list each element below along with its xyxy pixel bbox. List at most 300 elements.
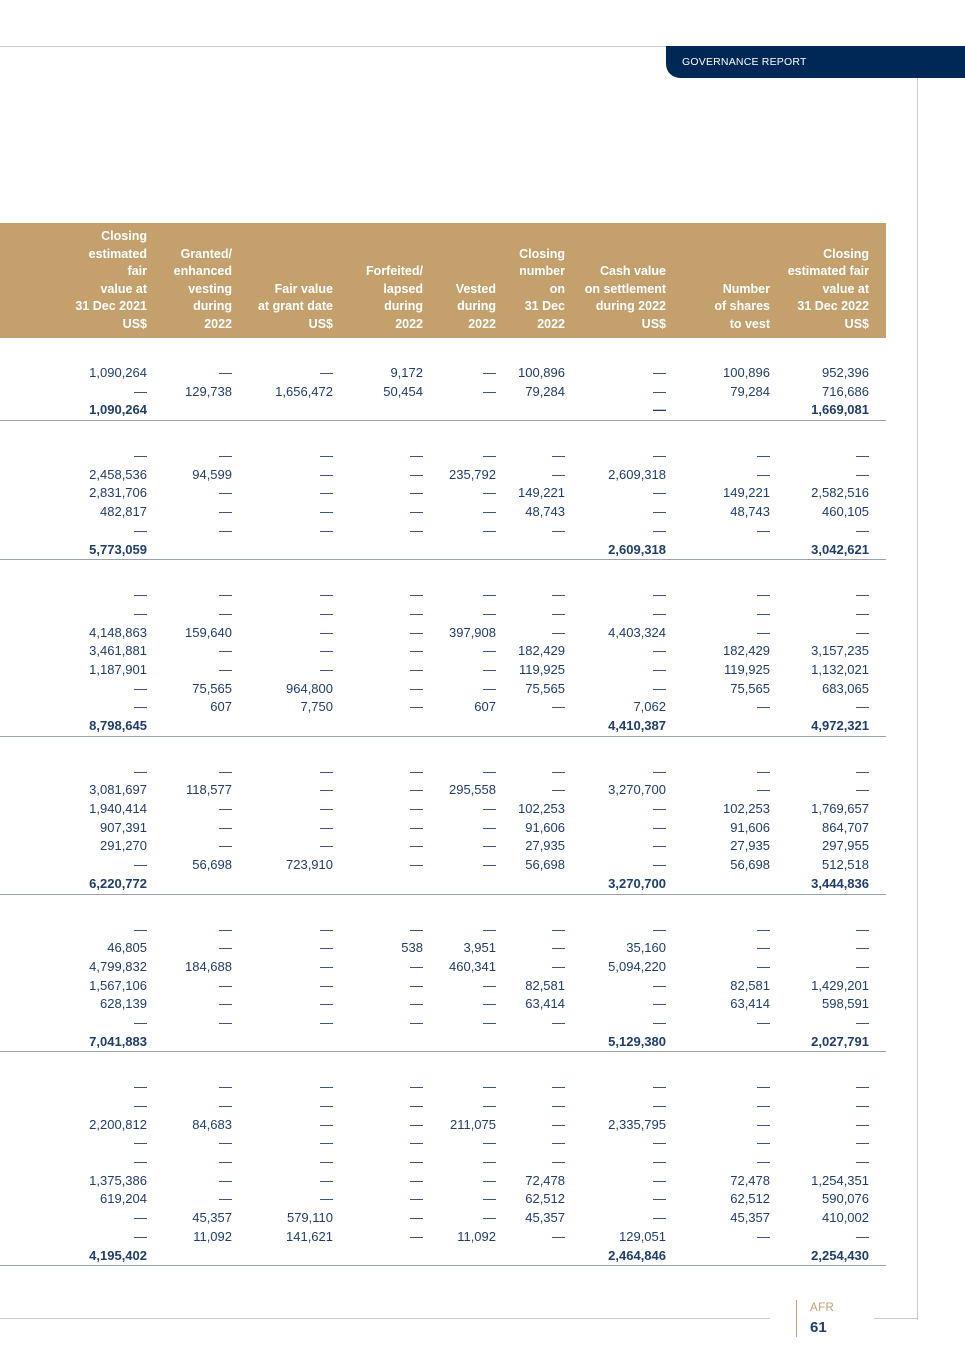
table-total-cell: 1,090,264 [89,402,147,418]
table-cell: 91,606 [525,819,565,835]
table-cell: — [410,763,423,779]
table-cell: 619,204 [100,1191,147,1207]
column-header-line: value at [822,281,869,296]
table-row [0,698,886,717]
table-cell: 56,698 [730,857,770,873]
table-total-cell [432,401,505,420]
table-cell: — [134,587,147,603]
table-total-cell: 3,270,700 [608,875,666,891]
table-cell: — [320,624,333,640]
table-cell: 607 [210,699,232,715]
table-cell: — [219,996,232,1012]
table-cell: — [483,1210,496,1226]
table-cell: — [483,1079,496,1095]
table-cell: — [320,661,333,677]
table-cell: — [552,782,565,798]
column-header-line: Cash value [599,264,666,278]
table-cell: 723,910 [286,857,333,873]
table-cell: 2,831,706 [89,485,147,501]
table-cell: 75,565 [730,680,770,696]
table-cell: — [410,624,423,640]
right-margin-rule [917,78,918,1320]
table-cell: — [552,1014,565,1030]
column-header-line: 31 Dec 2021 [75,299,147,313]
table-total-cell [241,875,342,894]
table-row [0,605,886,624]
table-cell: 2,335,795 [608,1116,666,1132]
column-header-line: Closing [101,229,147,243]
table-cell: 102,253 [518,801,565,817]
table-cell: — [410,485,423,501]
table-total-cell [156,875,241,894]
table-cell: — [552,466,565,482]
table-row [0,1190,886,1209]
table-cell: — [552,1135,565,1151]
table-cell: — [134,1135,147,1151]
table-cell: 159,640 [185,624,232,640]
table-cell: — [219,1191,232,1207]
column-header-line: US$ [122,316,147,331]
table-cell: — [552,699,565,715]
table-cell: — [483,838,496,854]
table-cell: 1,940,414 [89,801,147,817]
table-cell: — [483,605,496,621]
table-cell: — [134,1210,147,1226]
table-cell: — [219,1135,232,1151]
table-cell: — [757,1098,770,1113]
table-cell: 5,094,220 [608,958,666,974]
page-number: 61 [810,1319,827,1336]
table-total-cell: 4,195,402 [89,1247,147,1263]
table-cell: — [653,643,666,659]
column-header-line: 2022 [395,316,423,331]
table-cell: — [552,522,565,538]
table-cell: 607 [474,699,496,715]
table-cell: — [856,699,869,715]
table-row [0,763,886,782]
column-header-line: fair [127,264,147,278]
table-cell: — [856,940,869,956]
table-cell: — [219,485,232,501]
table-cell: — [219,1172,232,1188]
table-cell: 3,461,881 [89,643,147,659]
column-header-line: Vested [455,281,496,296]
table-cell: 1,656,472 [275,383,333,399]
table-total-cell: 4,972,321 [811,718,869,733]
table-total-cell: — [653,402,666,418]
table-total-cell [342,875,432,894]
table-cell: — [410,782,423,798]
table-cell: 9,172 [390,365,423,380]
table-cell: — [219,448,232,464]
table-cell: 598,591 [822,996,869,1012]
table-cell: 4,403,324 [608,624,666,640]
table-cell: 45,357 [730,1210,770,1226]
footer-report-label: AFR [810,1302,835,1314]
table-cell: — [410,1172,423,1188]
table-cell: 79,284 [730,383,770,399]
table-cell: 964,800 [286,680,333,696]
table-cell: 84,683 [192,1116,232,1132]
table-cell: 45,357 [525,1210,565,1226]
table-cell: — [552,624,565,640]
table-cell: 716,686 [822,383,869,399]
table-row [0,781,886,800]
table-row [0,819,886,838]
table-total-cell: 6,220,772 [89,875,147,891]
table-cell: 149,221 [723,485,770,501]
table-cell: — [410,1135,423,1151]
table-cell: — [653,977,666,993]
table-row [0,939,886,958]
table-cell: — [320,958,333,974]
table-cell: — [410,587,423,603]
table-total-cell [505,1033,574,1052]
table-total-cell [675,1033,779,1052]
table-cell: — [320,1172,333,1188]
table-cell: — [410,977,423,993]
table-cell: — [653,921,666,937]
table-total-cell [505,401,574,420]
table-cell: — [410,605,423,621]
table-total-cell [432,717,505,736]
table-cell: 2,200,812 [89,1116,147,1132]
column-header-line: during [193,299,232,313]
column-header-line: during 2022 [595,299,666,313]
table-cell: — [856,605,869,621]
table-row [0,1209,886,1228]
table-total-row [0,717,886,736]
column-header-line: on settlement [584,281,666,296]
table-cell: — [552,1228,565,1244]
table-total-cell [505,875,574,894]
column-header-line: Closing [823,246,869,261]
table-row [0,522,886,541]
table-cell: — [320,466,333,482]
table-cell: — [410,661,423,677]
table-cell: — [320,587,333,603]
table-cell: 4,148,863 [89,624,147,640]
table-cell: — [483,365,496,380]
top-rule [0,46,666,47]
table-cell: — [653,522,666,538]
table-cell: 291,270 [100,838,147,854]
table-cell: — [552,448,565,464]
table-cell: — [410,857,423,873]
table-cell: — [757,1116,770,1132]
table-row [0,680,886,699]
table-total-cell [156,717,241,736]
table-cell: — [483,977,496,993]
table-cell: — [483,857,496,873]
table-total-cell [156,1033,241,1052]
table-cell: 2,582,516 [811,485,869,501]
column-header-line: US$ [844,316,869,331]
table-cell: 48,743 [730,504,770,520]
table-cell: — [219,819,232,835]
table-cell: 1,567,106 [89,977,147,993]
table-cell: — [320,485,333,501]
table-cell: — [410,819,423,835]
table-cell: — [219,1098,232,1113]
table-cell: — [320,504,333,520]
table-row [0,1078,886,1097]
table-cell: — [320,643,333,659]
column-header-line: estimated [88,246,147,261]
table-cell: — [134,448,147,464]
table-cell: — [757,782,770,798]
table-total-cell: 3,444,836 [811,875,869,891]
column-header-line: on [549,281,565,296]
table-cell: — [320,1116,333,1132]
table-group [0,560,886,737]
table-cell: — [219,1079,232,1095]
table-cell: 27,935 [730,838,770,854]
table-cell: — [219,921,232,937]
table-cell: — [856,624,869,640]
table-cell: — [483,522,496,538]
table-row [0,383,886,402]
table-cell: 82,581 [525,977,565,993]
table-cell: 2,458,536 [89,466,147,482]
table-cell: — [552,921,565,937]
table-cell: — [856,1079,869,1095]
table-total-cell [342,717,432,736]
table-total-row [0,401,886,420]
share-awards-table [0,223,886,1266]
table-cell: — [410,448,423,464]
table-cell: — [653,838,666,854]
table-cell: 1,132,021 [811,661,869,677]
table-total-cell [241,1247,342,1266]
table-cell: — [219,661,232,677]
table-cell: — [552,1079,565,1095]
table-cell: — [134,383,147,399]
table-cell: — [134,1098,147,1113]
table-cell: — [653,504,666,520]
table-group [0,737,886,895]
table-cell: — [757,763,770,779]
table-cell: — [757,624,770,640]
table-cell: 628,139 [100,996,147,1012]
table-cell: 72,478 [730,1172,770,1188]
table-cell: — [653,1135,666,1151]
column-header [779,223,882,338]
table-row [0,800,886,819]
table-cell: — [320,1154,333,1170]
table-cell: — [757,958,770,974]
table-cell: — [483,1154,496,1170]
table-cell: 512,518 [822,857,869,873]
column-header [574,223,675,338]
table-cell: 72,478 [525,1172,565,1188]
table-cell: — [410,1154,423,1170]
table-cell: — [410,958,423,974]
table-total-cell: 5,773,059 [89,541,147,557]
table-cell: — [483,448,496,464]
column-header-line: 31 Dec 2022 [797,299,869,313]
table-cell: 75,565 [192,680,232,696]
table-cell: 3,270,700 [608,782,666,798]
table-cell: 79,284 [525,383,565,399]
table-total-cell: 2,254,430 [811,1247,869,1263]
column-header-line: 2022 [468,316,496,331]
table-cell: — [757,940,770,956]
column-header [0,223,156,338]
table-cell: — [219,522,232,538]
table-cell: — [757,448,770,464]
table-row [0,1228,886,1247]
table-total-row [0,1247,886,1266]
table-cell: — [219,365,232,380]
table-cell: — [134,605,147,621]
table-cell: 46,805 [107,940,147,956]
table-cell: — [856,1098,869,1113]
table-cell: — [219,1014,232,1030]
table-total-cell [342,1033,432,1052]
table-cell: — [410,504,423,520]
table-total-cell [675,401,779,420]
table-row [0,837,886,856]
table-cell: — [219,504,232,520]
table-cell: — [757,921,770,937]
table-cell: — [552,1098,565,1113]
table-cell: — [219,801,232,817]
table-cell: — [483,587,496,603]
table-cell: 182,429 [518,643,565,659]
table-cell: — [320,940,333,956]
table-cell: 11,092 [457,1228,496,1244]
table-cell: — [320,448,333,464]
table-cell: 683,065 [822,680,869,696]
table-cell: — [757,1079,770,1095]
column-header-line: of shares [714,299,770,313]
footer-divider [796,1300,797,1337]
table-cell: — [653,1098,666,1113]
table-total-cell [241,717,342,736]
column-header [675,223,779,338]
table-cell: 129,738 [185,383,232,399]
table-total-cell [505,717,574,736]
column-header-line: Closing [519,246,565,261]
column-header-line: during [457,299,496,313]
table-cell: — [134,921,147,937]
table-cell: — [653,1014,666,1030]
table-cell: 100,896 [518,365,565,380]
column-header-line: Granted/ [180,246,232,261]
column-header-line: US$ [308,316,333,331]
table-cell: — [320,1014,333,1030]
table-cell: 62,512 [730,1191,770,1207]
table-cell: — [134,763,147,779]
table-total-cell [342,541,432,560]
table-cell: 119,925 [518,661,565,677]
table-total-cell [505,541,574,560]
table-cell: — [410,838,423,854]
column-header [432,223,505,338]
table-cell: 482,817 [100,504,147,520]
table-cell: 7,062 [633,699,666,715]
table-cell: 1,769,657 [811,801,869,817]
table-cell: — [757,1228,770,1244]
table-cell: — [410,921,423,937]
section-banner: GOVERNANCE REPORT [666,46,965,78]
table-cell: 1,429,201 [811,977,869,993]
table-row [0,624,886,643]
table-cell: — [653,1210,666,1226]
table-cell: — [483,1098,496,1113]
table-cell: — [320,522,333,538]
table-cell: — [410,1098,423,1113]
table-total-cell: 3,042,621 [811,541,869,557]
table-row [0,1153,886,1172]
table-row [0,1014,886,1033]
table-cell: — [552,1154,565,1170]
table-cell: 141,621 [286,1228,333,1244]
table-cell: — [757,699,770,715]
table-cell: — [856,466,869,482]
table-cell: — [856,782,869,798]
table-cell: — [653,819,666,835]
table-cell: — [552,605,565,621]
table-cell: 27,935 [525,838,565,854]
table-cell: — [134,699,147,715]
table-cell: 538 [401,940,423,956]
table-row [0,1116,886,1135]
table-cell: — [653,680,666,696]
table-cell: — [653,383,666,399]
table-cell: — [483,383,496,399]
table-cell: — [134,1228,147,1244]
table-cell: — [856,921,869,937]
table-cell: — [757,587,770,603]
table-cell: — [320,921,333,937]
table-cell: 297,955 [822,838,869,854]
table-cell: — [410,643,423,659]
table-cell: — [856,1014,869,1030]
table-cell: — [653,485,666,501]
column-header [342,223,432,338]
table-cell: — [134,680,147,696]
table-cell: 295,558 [449,782,496,798]
table-total-cell: 2,464,846 [608,1247,666,1263]
column-header-line: to vest [729,316,770,331]
column-header-line: Forfeited/ [366,264,423,278]
table-total-cell [241,401,342,420]
table-cell: 182,429 [723,643,770,659]
table-total-cell [675,717,779,736]
table-row [0,661,886,680]
table-total-cell: 5,129,380 [608,1033,666,1049]
table-cell: — [410,1116,423,1132]
table-cell: 397,908 [449,624,496,640]
table-cell: — [856,1154,869,1170]
table-cell: 3,081,697 [89,782,147,798]
table-cell: — [410,996,423,1012]
table-cell: — [410,466,423,482]
table-cell: — [134,1079,147,1095]
table-cell: — [757,1154,770,1170]
table-cell: — [653,801,666,817]
table-cell: 35,160 [626,940,666,956]
table-row [0,856,886,875]
table-cell: — [219,1154,232,1170]
table-row [0,921,886,940]
column-header-line: at grant date [257,299,333,313]
table-group [0,421,886,560]
table-total-cell [342,401,432,420]
table-cell: — [653,1079,666,1095]
